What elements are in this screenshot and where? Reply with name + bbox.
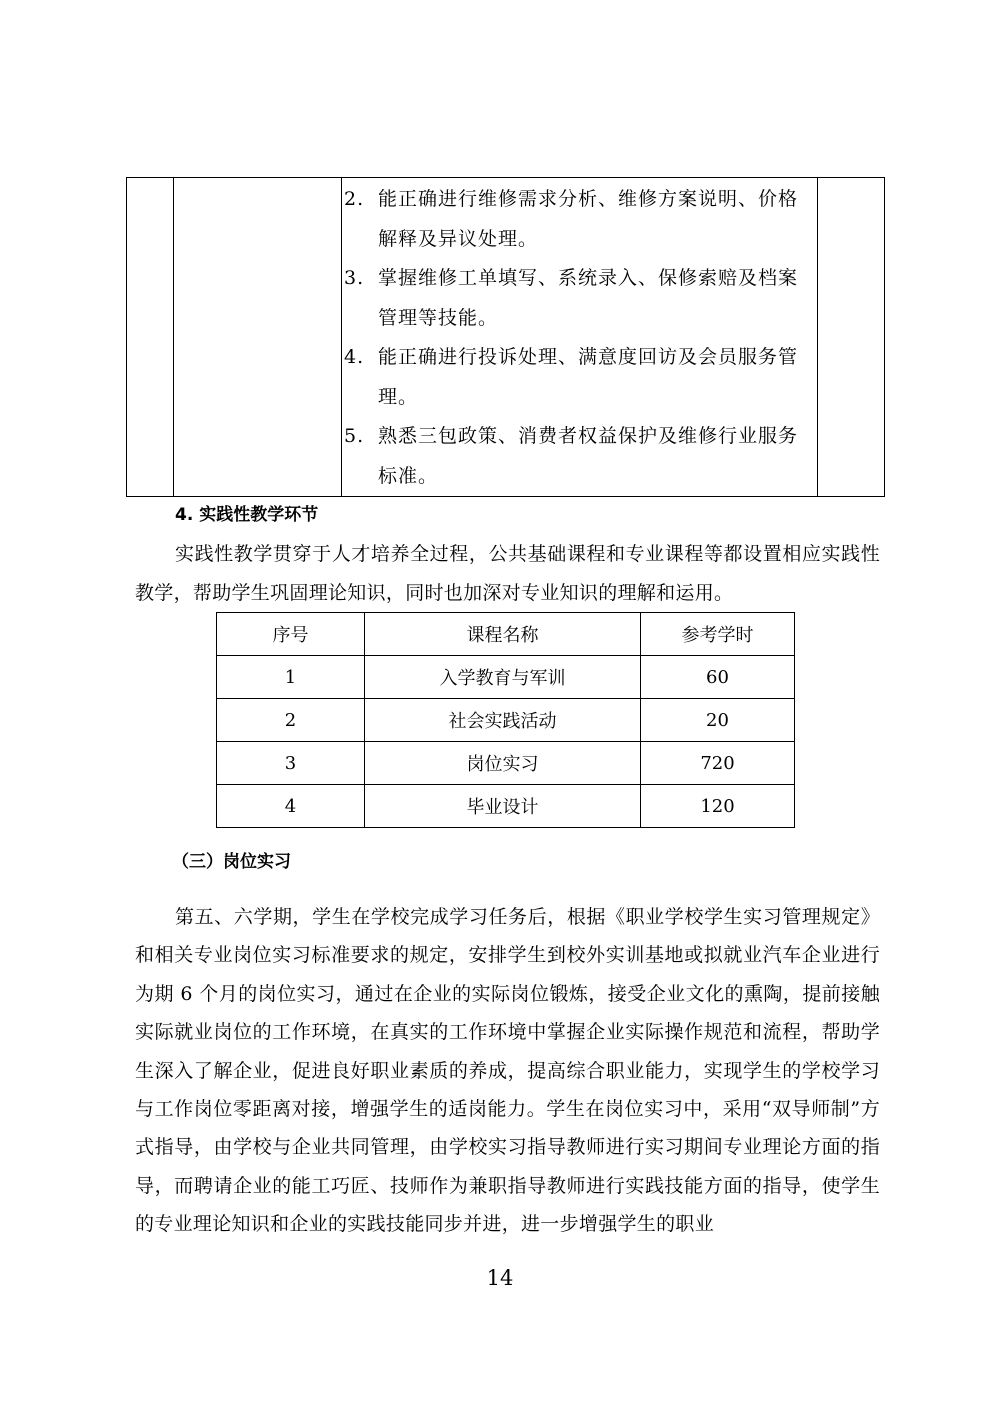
list-item-text: 熟悉三包政策、消费者权益保护及维修行业服务标准。: [378, 425, 799, 487]
table-row: [217, 656, 795, 699]
list-item-text: 能正确进行维修需求分析、维修方案说明、价格解释及异议处理。: [378, 188, 799, 250]
cell-hours: 60: [641, 656, 795, 699]
cell-course: 社会实践活动: [365, 699, 641, 742]
cell-index: 1: [217, 656, 365, 699]
cell-hours: 20: [641, 699, 795, 742]
cell-index: 2: [217, 699, 365, 742]
list-item: [342, 259, 817, 338]
table-header-row: [217, 613, 795, 656]
table-cell-empty: [127, 178, 174, 497]
table-row: [217, 699, 795, 742]
list-item-text: 掌握维修工单填写、系统录入、保修索赔及档案管理等技能。: [378, 267, 799, 329]
continuation-table: [126, 177, 885, 497]
internship-paragraph: 第五、六学期，学生在学校完成学习任务后，根据《职业学校学生实习管理规定》和相关专业岗位实习标准要求的规定，安排学生到校外实训基地或拟就业汽车企业进行为期 6 个月的岗位实习，通过在企业的实际岗位锻炼，接受企业文化的熏陶，提前接触实际就业岗位的工作环境，在真实的工作环境中掌握企业实际操作规范和流程，帮助学生深入了解企业，促进良好职业素质的养成，提高综合职业能力，实现学生的学校学习与工作岗位零距离对接，增强学生的适岗能力。学生在岗位实习中，采用“双导师制”方式指导，由学校与企业共同管理，由学校实习指导教师进行实习期间专业理论方面的指导，而聘请企业的能工巧匠、技师作为兼职指导教师进行实践技能方面的指导，使学生的专业理论知识和企业的实践技能同步并进，进一步增强学生的职业: [135, 906, 880, 1236]
cell-index: 4: [217, 785, 365, 828]
course-table: [216, 612, 795, 828]
cell-course: 入学教育与军训: [365, 656, 641, 699]
table-row: [127, 178, 885, 497]
list-item: [342, 417, 817, 496]
section-title-internship: （三）岗位实习: [172, 852, 291, 872]
list-item-number: 2.: [344, 188, 365, 210]
practice-paragraph: 实践性教学贯穿于人才培养全过程，公共基础课程和专业课程等都设置相应实践性教学，帮助学生巩固理论知识，同时也加深对专业知识的理解和运用。: [135, 543, 880, 604]
list-item-text: 能正确进行投诉处理、满意度回访及会员服务管理。: [378, 346, 799, 408]
requirement-list: [342, 180, 817, 496]
table-cell-empty: [174, 178, 342, 497]
list-item-number: 3.: [344, 267, 365, 289]
column-header-course: 课程名称: [365, 613, 641, 656]
cell-course: 毕业设计: [365, 785, 641, 828]
table-cell-content: [342, 178, 818, 497]
list-item: [342, 180, 817, 259]
column-header-hours: 参考学时: [641, 613, 795, 656]
page-number: 14: [486, 1266, 514, 1290]
list-item: [342, 338, 817, 417]
cell-hours: 120: [641, 785, 795, 828]
table-row: [217, 742, 795, 785]
list-item-number: 4.: [344, 346, 365, 368]
cell-index: 3: [217, 742, 365, 785]
table-row: [217, 785, 795, 828]
section-title-practice: 4. 实践性教学环节: [175, 505, 319, 525]
column-header-index: 序号: [217, 613, 365, 656]
table-cell-empty: [818, 178, 885, 497]
list-item-number: 5.: [344, 425, 365, 447]
cell-course: 岗位实习: [365, 742, 641, 785]
cell-hours: 720: [641, 742, 795, 785]
